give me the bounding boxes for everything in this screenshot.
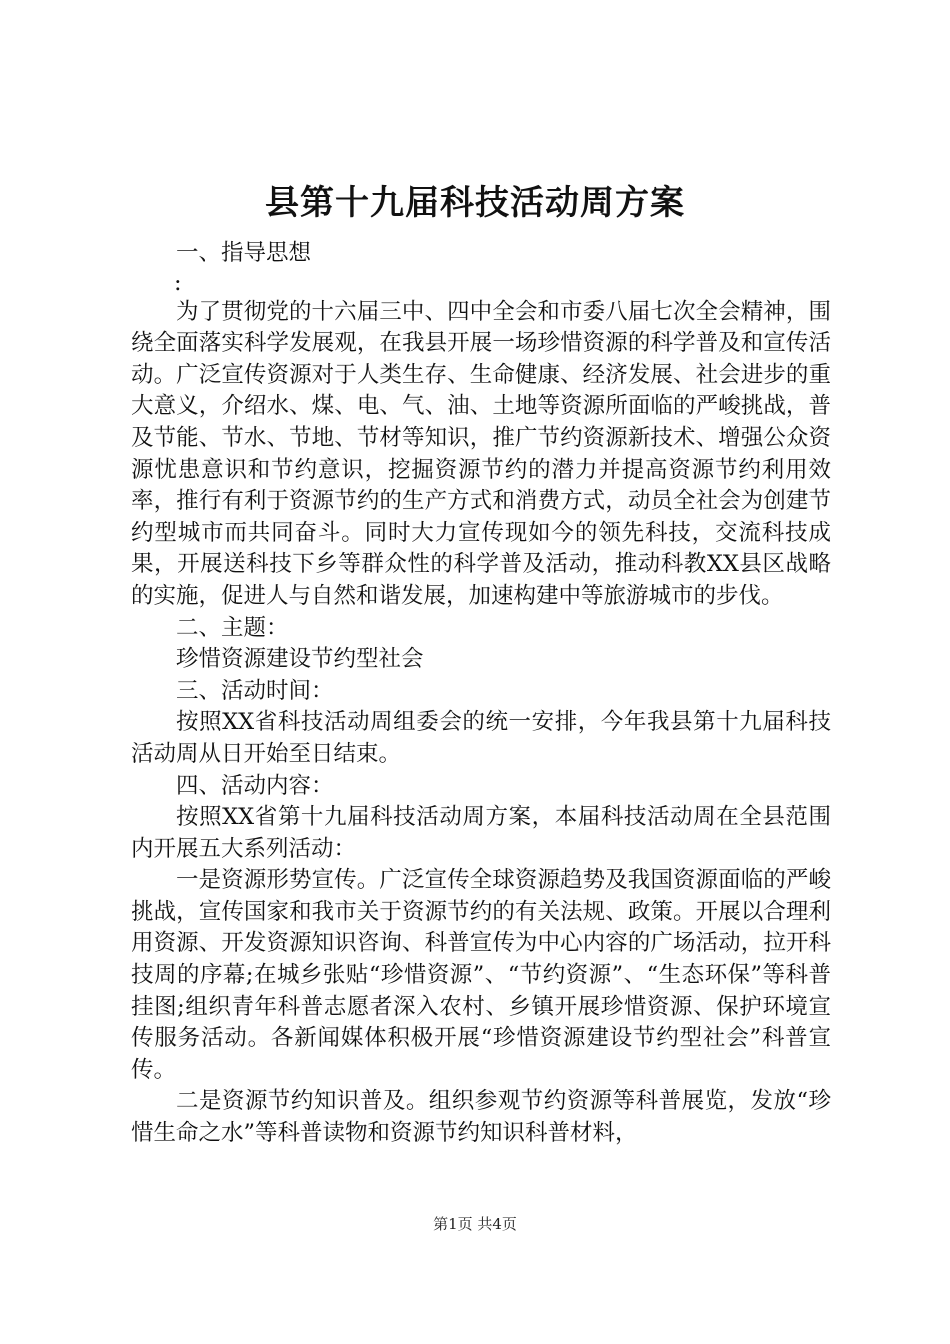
paragraph-guiding-ideology: 为了贯彻党的十六届三中、四中全会和市委八届七次全会精神，围绕全面落实科学发展观，在我县开展一场珍惜资源的科学普及和宣传活动。广泛宣传资源对于人类生存、生命健康、经济发展、社会进步的重大意义，介绍水、煤、电、气、油、土地等资源所面临的严峻挑战，普及节能、节水、节地、节材等知识，推广节约资源新技术、增强公众资源忧患意识和节约意识，挖掘资源节约的潜力并提高资源节约利用效率，推行有利于资源节约的生产方式和消费方式，动员全社会为创建节约型城市而共同奋斗。同时大力宣传现如今的领先科技，交流科技成果，开展送科技下乡等群众性的科学普及活动，推动科教XX县区战略的实施，促进人与自然和谐发展，加速构建中等旅游城市的步伐。 (131, 298, 831, 609)
paragraph-activity-two: 二是资源节约知识普及。组织参观节约资源等科普展览，发放“珍惜生命之水”等科普读物和资源节约知识科普材料， (131, 1088, 831, 1147)
paragraph-activity-one: 一是资源形势宣传。广泛宣传全球资源趋势及我国资源面临的严峻挑战，宣传国家和我市关于资源节约的有关法规、政策。开展以合理利用资源、开发资源知识咨询、科普宣传为中心内容的广场活动，拉开科技周的序幕;在城乡张贴“珍惜资源”、“节约资源”、“生态环保”等科普挂图;组织青年科普志愿者深入农村、乡镇开展珍惜资源、保护环境宣传服务活动。各新闻媒体积极开展“珍惜资源建设节约型社会”科普宣传。 (131, 867, 831, 1083)
heading-activity-time: 三、活动时间： (176, 677, 334, 704)
heading-activity-content: 四、活动内容： (176, 772, 334, 799)
heading-theme: 二、主题： (176, 614, 289, 641)
stray-colon: : (174, 269, 182, 296)
paragraph-theme: 珍惜资源建设节约型社会 (176, 646, 424, 673)
paragraph-activity-time: 按照XX省科技活动周组委会的统一安排，今年我县第十九届科技活动周从日开始至日结束。 (131, 709, 831, 767)
heading-guiding-ideology: 一、指导思想 (176, 240, 312, 266)
document-title: 县第十九届科技活动周方案 (265, 183, 685, 223)
page-number-footer: 第1页 共4页 (433, 1215, 517, 1233)
document-body (131, 238, 831, 1150)
paragraph-activity-content-intro: 按照XX省第十九届科技活动周方案，本届科技活动周在全县范围内开展五大系列活动： (131, 804, 831, 862)
